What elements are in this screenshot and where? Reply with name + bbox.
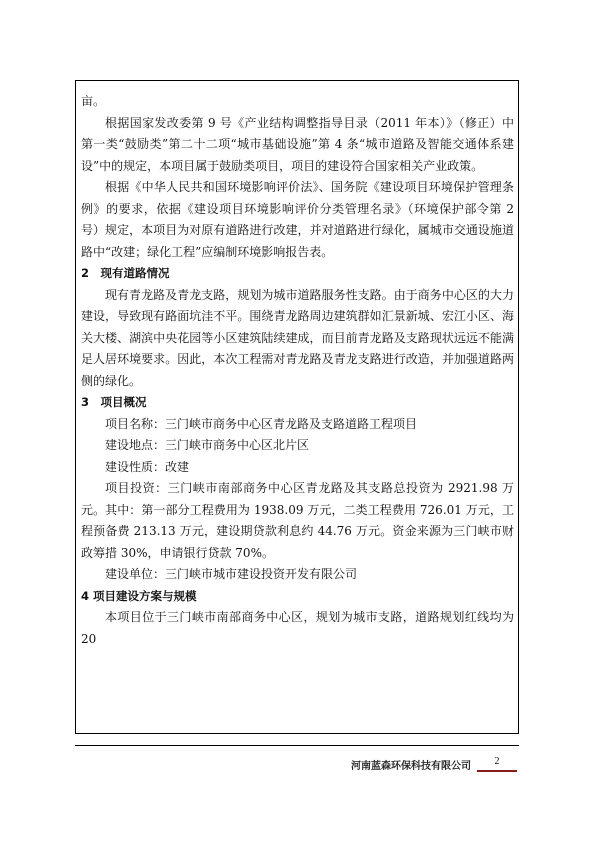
page-frame bbox=[75, 80, 519, 734]
paragraph-continued: 亩。 bbox=[81, 94, 106, 108]
project-builder-line: 建设单位：三门峡市城市建设投资开发有限公司 bbox=[105, 567, 358, 581]
paragraph-existing-roads: 现有青龙路及青龙支路，规划为城市道路服务性支路。由于商务中心区的大力建设，导致现有路面坑洼不平。围绕青龙路周边建筑群如汇景新城、宏江小区、海关大楼、湖滨中央花园等小区建筑陆续建成，而目前青龙路及支路现状远远不能满足人居环境要求。因此，本次工程需对青龙路及青龙支路进行改造，并加强道路两侧的绿化。 bbox=[81, 287, 514, 388]
footer-company-name: 河南蓝森环保科技有限公司 bbox=[351, 761, 471, 772]
project-location-line: 建设地点：三门峡市商务中心区北片区 bbox=[105, 438, 310, 452]
document-body bbox=[81, 91, 514, 650]
page-footer bbox=[75, 754, 519, 774]
paragraph-eia-requirement: 根据《中华人民共和国环境影响评价法》、国务院《建设项目环境保护管理条例》的要求，依据《建设项目环境影响评价分类管理名录》（环境保护部令第 2 号）规定，本项目为对原有道路进行改建，并对道路进行绿化，属城市交通设施道路中“改建；绿化工程”应编制环境影响报告表。 bbox=[81, 180, 514, 259]
page-number: 2 bbox=[477, 756, 517, 772]
project-investment-paragraph: 项目投资：三门峡市南部商务中心区青龙路及其支路总投资为 2921.98 万元。其中：第一部分工程费用为 1938.09 万元，二类工程费用 726.01 万元，工程预备费 213.13 万元，建设期贷款利息约 44.76 万元。资金来源为三门峡市财政筹措 30%，申请银行贷款 70%。 bbox=[81, 481, 514, 560]
section-heading-project-overview: 3 项目概况 bbox=[81, 395, 147, 409]
project-nature-line: 建设性质：改建 bbox=[105, 459, 190, 474]
footer-divider bbox=[75, 745, 519, 746]
section-heading-construction-plan: 4 项目建设方案与规模 bbox=[81, 588, 197, 603]
section-heading-existing-roads: 2 现有道路情况 bbox=[81, 266, 170, 280]
paragraph-construction-plan: 本项目位于三门峡市南部商务中心区，规划为城市支路，道路规划红线均为 20 bbox=[81, 610, 514, 646]
project-name-line: 项目名称：三门峡市商务中心区青龙路及支路道路工程项目 bbox=[105, 416, 418, 431]
paragraph-industry-policy: 根据国家发改委第 9 号《产业结构调整指导目录（2011 年本）》（修正）中第一类“鼓励类”第二十二项“城市基础设施”第 4 条“城市道路及智能交通体系建设”中的规定，本项目属于鼓励类项目，项目的建设符合国家相关产业政策。 bbox=[81, 115, 514, 173]
